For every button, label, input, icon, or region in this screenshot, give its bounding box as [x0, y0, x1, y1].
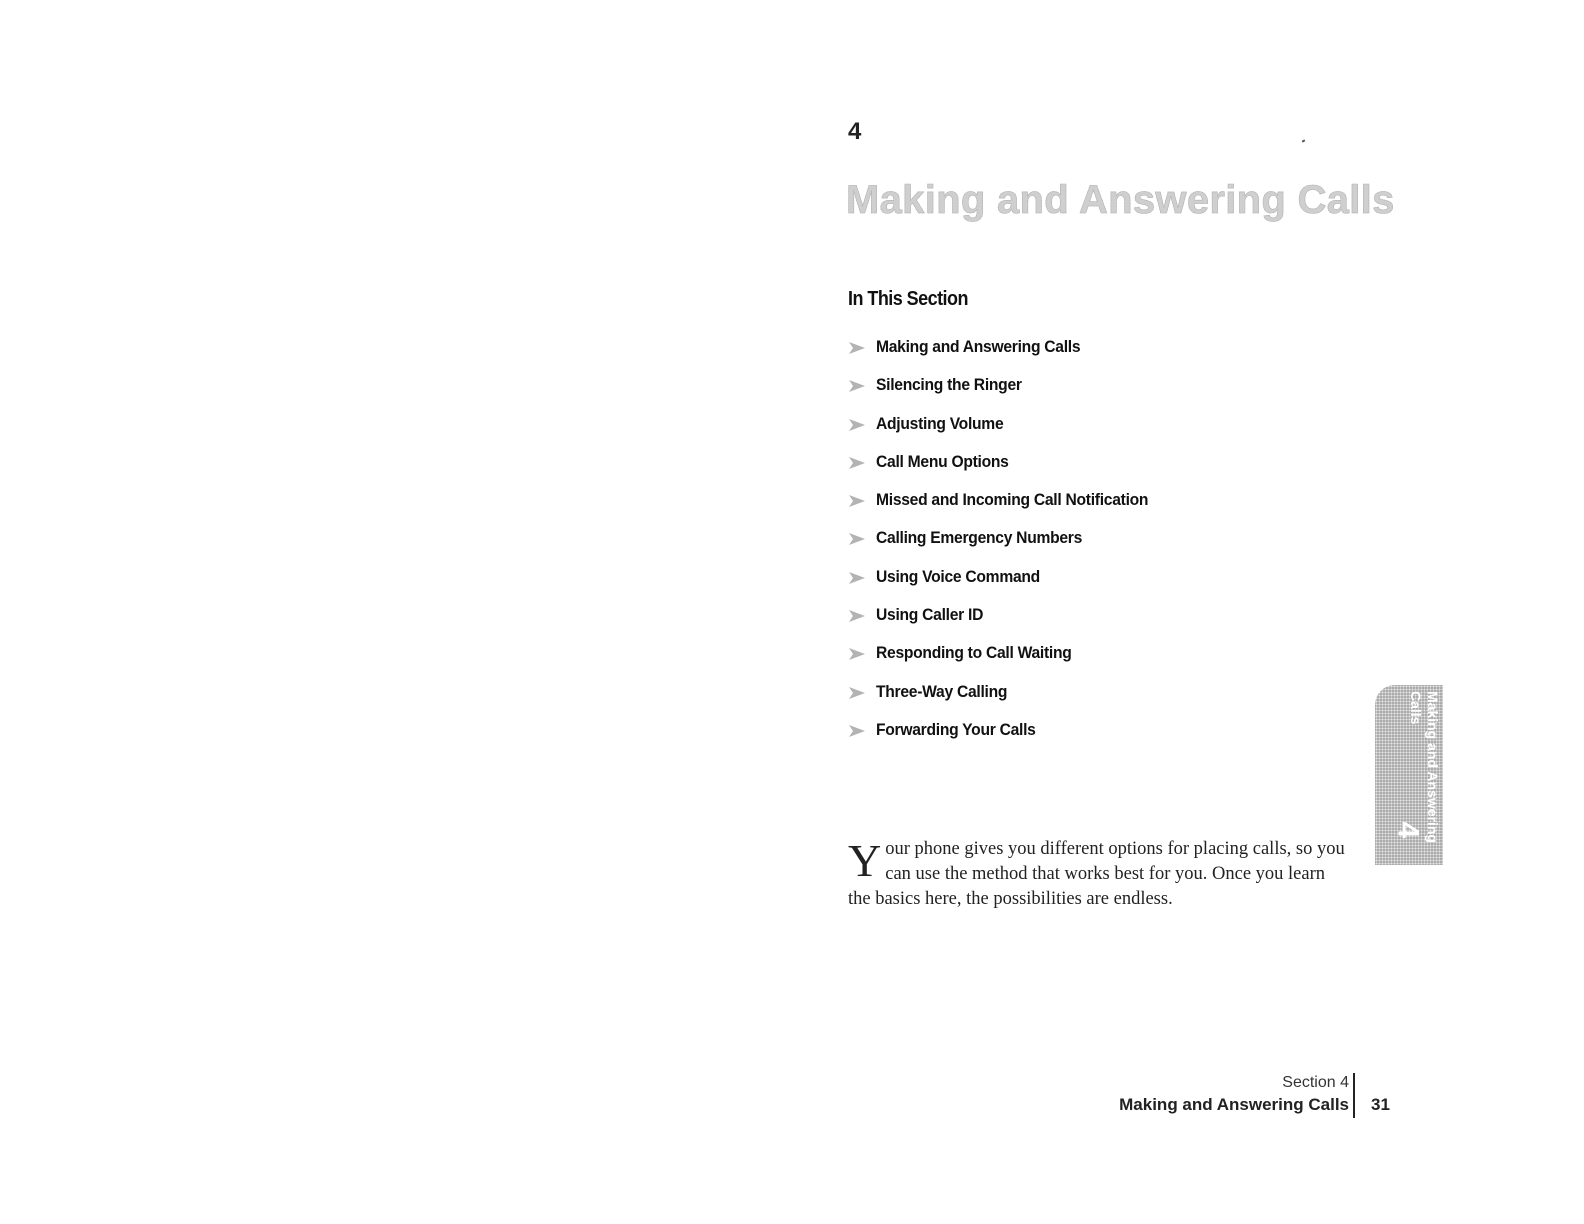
- list-item-label: Forwarding Your Calls: [876, 719, 1036, 739]
- list-item: [848, 643, 1172, 681]
- footer-chapter-title: Making and Answering Calls: [1119, 1095, 1349, 1114]
- side-tab-number: 4: [1391, 821, 1425, 839]
- list-item-label: Making and Answering Calls: [876, 337, 1081, 356]
- list-item: [848, 490, 1172, 528]
- chapter-side-tab: [1375, 685, 1443, 865]
- arrow-bullet-icon: [848, 341, 866, 355]
- list-item: [848, 682, 1172, 720]
- list-item-label: Missed and Incoming Call Notification: [876, 490, 1149, 510]
- side-tab-label: Making and Answering Calls: [1408, 691, 1441, 843]
- arrow-bullet-icon: [848, 418, 866, 432]
- list-item: [848, 414, 1172, 452]
- arrow-bullet-icon: [848, 724, 866, 738]
- arrow-bullet-icon: [848, 686, 866, 700]
- list-item: [848, 720, 1172, 758]
- arrow-bullet-icon: [848, 571, 866, 585]
- arrow-bullet-icon: [848, 647, 866, 661]
- arrow-bullet-icon: [848, 532, 866, 546]
- list-item: [848, 605, 1172, 643]
- list-item: [848, 337, 1172, 375]
- page-number: 31: [1371, 1095, 1390, 1114]
- chapter-title: Making and Answering Calls: [846, 178, 1395, 222]
- list-item-label: Calling Emergency Numbers: [876, 528, 1083, 548]
- arrow-bullet-icon: [848, 494, 866, 508]
- list-item-label: Call Menu Options: [876, 451, 1009, 471]
- list-item-label: Three-Way Calling: [876, 681, 1008, 701]
- list-item-label: Silencing the Ringer: [876, 375, 1022, 395]
- list-item-label: Responding to Call Waiting: [876, 643, 1072, 663]
- list-item-label: Adjusting Volume: [876, 413, 1004, 433]
- scan-speck: [1302, 139, 1306, 142]
- drop-cap: Y: [848, 834, 882, 886]
- list-item-label: Using Voice Command: [876, 566, 1040, 586]
- intro-paragraph: [848, 834, 1348, 912]
- arrow-bullet-icon: [848, 456, 866, 470]
- arrow-bullet-icon: [848, 379, 866, 393]
- arrow-bullet-icon: [848, 609, 866, 623]
- list-item: [848, 528, 1172, 566]
- section-contents-list: [848, 337, 1172, 758]
- list-item-label: Using Caller ID: [876, 605, 984, 625]
- list-item: [848, 452, 1172, 490]
- chapter-number: 4: [848, 118, 862, 145]
- footer-divider: [1353, 1073, 1355, 1118]
- intro-text: our phone gives you different options for placing calls, so you can use the method that works best for you. Once you learn the basics here, the possibilities are endless.: [848, 838, 1345, 909]
- list-item: [848, 375, 1172, 413]
- footer-section-label: Section 4: [1282, 1074, 1349, 1091]
- section-heading: In This Section: [848, 288, 968, 310]
- list-item: [848, 567, 1172, 605]
